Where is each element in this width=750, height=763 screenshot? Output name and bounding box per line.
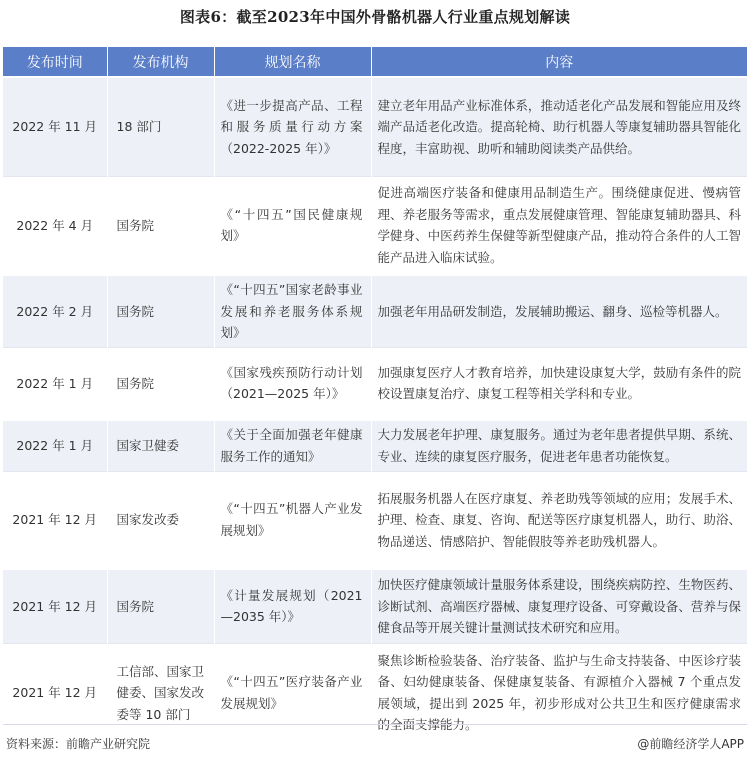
cell-org: 工信部、国家卫健委、国家发改委等 10 部门 (107, 643, 214, 742)
chart-title: 图表6：截至2023年中国外骨骼机器人行业重点规划解读 (179, 8, 571, 26)
cell-content: 加强康复医疗人才教育培养，加快建设康复大学，鼓励有条件的院校设置康复治疗、康复工程等相关学科和专业。 (371, 347, 747, 420)
header-date: 发布时间 (3, 47, 107, 77)
cell-name: 《“十四五”国家老龄事业发展和养老服务体系规划》 (214, 275, 371, 347)
cell-date: 2021 年 12 月 (3, 471, 107, 569)
table-row (3, 569, 747, 643)
table-row (3, 471, 747, 569)
cell-content: 加快医疗健康领域计量服务体系建设，围绕疾病防控、生物医药、诊断试剂、高端医疗器械、康复理疗设备、可穿戴设备、营养与保健食品等开展关键计量测试技术研究和应用。 (371, 569, 747, 643)
table-row (3, 420, 747, 471)
cell-name: 《“十四五”国民健康规划》 (214, 176, 371, 275)
cell-org: 国务院 (107, 275, 214, 347)
cell-date: 2021 年 12 月 (3, 643, 107, 742)
cell-content: 加强老年用品研发制造，发展辅助搬运、翻身、巡检等机器人。 (371, 275, 747, 347)
cell-date: 2022 年 1 月 (3, 347, 107, 420)
cell-content: 拓展服务机器人在医疗康复、养老助残等领域的应用；发展手术、护理、检查、康复、咨询、配送等医疗康复机器人，助行、助浴、物品递送、情感陪护、智能假肢等养老助残机器人。 (371, 471, 747, 569)
cell-date: 2022 年 1 月 (3, 420, 107, 471)
footer-divider (3, 724, 747, 725)
source-note: 资料来源：前瞻产业研究院 (6, 737, 151, 751)
cell-date: 2022 年 2 月 (3, 275, 107, 347)
cell-date: 2022 年 11 月 (3, 77, 107, 176)
cell-name: 《国家残疾预防行动计划（2021—2025 年）》 (214, 347, 371, 420)
cell-org: 国务院 (107, 176, 214, 275)
cell-content: 建立老年用品产业标准体系，推动适老化产品发展和智能应用及终端产品适老化改造。提高轮椅、助行机器人等康复辅助器具智能化程度，丰富助视、助听和辅助阅读类产品供给。 (371, 77, 747, 176)
cell-name: 《“十四五”医疗装备产业发展规划》 (214, 643, 371, 742)
cell-name: 《关于全面加强老年健康服务工作的通知》 (214, 420, 371, 471)
cell-date: 2021 年 12 月 (3, 569, 107, 643)
header-org: 发布机构 (107, 47, 214, 77)
cell-org: 国家卫健委 (107, 420, 214, 471)
cell-name: 《进一步提高产品、工程和服务质量行动方案（2022-2025 年）》 (214, 77, 371, 176)
header-content: 内容 (371, 47, 747, 77)
table-header-row (3, 47, 747, 77)
cell-org: 国家发改委 (107, 471, 214, 569)
cell-org: 18 部门 (107, 77, 214, 176)
cell-name: 《“十四五”机器人产业发展规划》 (214, 471, 371, 569)
header-name: 规划名称 (214, 47, 371, 77)
cell-name: 《计量发展规划（2021—2035 年）》 (214, 569, 371, 643)
table-row (3, 347, 747, 420)
credit-note: @前瞻经济学人APP (637, 737, 744, 751)
cell-content: 促进高端医疗装备和健康用品制造生产。围绕健康促进、慢病管理、养老服务等需求，重点发展健康管理、智能康复辅助器具、科学健身、中医药养生保健等新型健康产品，推动符合条件的人工智能产品进入临床试验。 (371, 176, 747, 275)
cell-content: 大力发展老年护理、康复服务。通过为老年患者提供早期、系统、专业、连续的康复医疗服务，促进老年患者功能恢复。 (371, 420, 747, 471)
policy-table (3, 47, 747, 742)
table-row (3, 176, 747, 275)
cell-org: 国务院 (107, 569, 214, 643)
cell-content: 聚焦诊断检验装备、治疗装备、监护与生命支持装备、中医诊疗装备、妇幼健康装备、保健康复装备、有源植介入器械 7 个重点发展领域，提出到 2025 年，初步形成对公共卫生和医疗健康需求的全面支撑能力。 (371, 643, 747, 742)
table-row (3, 643, 747, 742)
table-row (3, 77, 747, 176)
table-row (3, 275, 747, 347)
cell-date: 2022 年 4 月 (3, 176, 107, 275)
cell-org: 国务院 (107, 347, 214, 420)
